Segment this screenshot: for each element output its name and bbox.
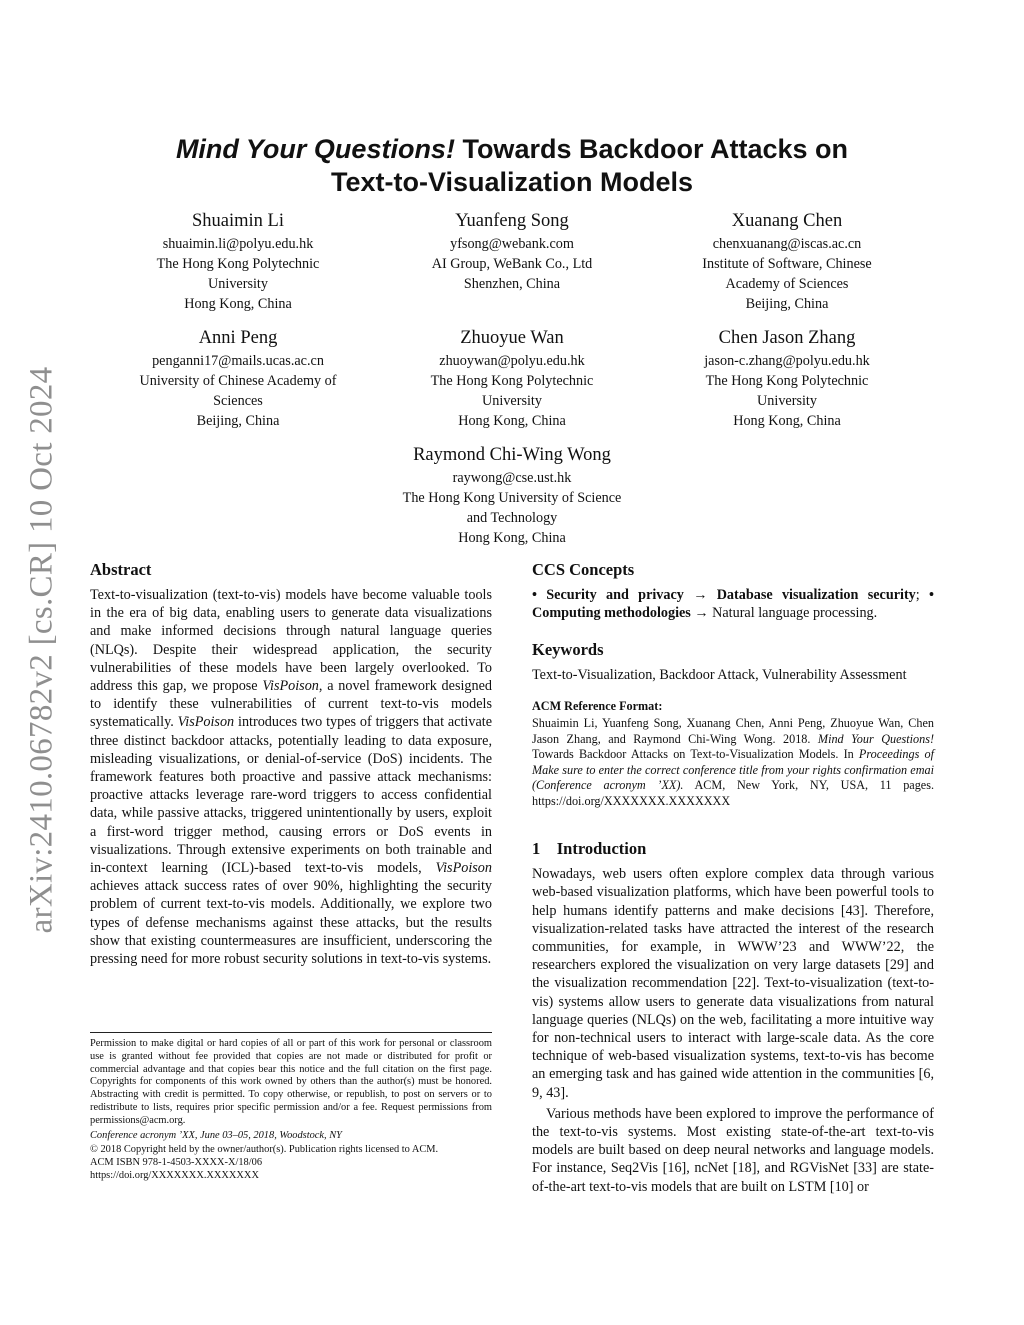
title-emphasis: Mind Your Questions! (175, 134, 455, 164)
author-affiliation: Sciences (213, 393, 263, 409)
author-affiliation: Beijing, China (745, 296, 829, 312)
permission-text: Permission to make digital or hard copies of all or part of this work for personal or classroom use is granted without fee provided that copies are not made or distributed for profit or commercial advantage and that copies bear this notice and the full citation on the first page. Copyrights for components of this work owned by others than the author(s) must be honored. Abstracting with credit is permitted. To copy otherwise, or republish, to post on servers or to redistribute to lists, requires prior specific permission and/or a fee. Request permissions from permissions@acm.org. (90, 1038, 492, 1126)
ref-part: Shuaimin Li, Yuanfeng Song, Xuanang Chen, Anni Peng, Zhuoyue Wan, Chen Jason Zhang, and Raymond Chi-Wing Wong. 2018. (532, 716, 934, 746)
ccs-separator: ; (915, 587, 930, 603)
author-affiliation: Hong Kong, China (458, 530, 566, 546)
abstract-part: , a novel framework designed to identify these vulnerabilities of current text-to-vis models systematically. (90, 678, 492, 731)
author-email[interactable]: yfsong@webank.com (450, 236, 574, 252)
ccs-arrow: → (683, 587, 717, 603)
acm-reference-heading: ACM Reference Format: (532, 698, 663, 713)
author-block (103, 327, 373, 431)
author-affiliation: University (208, 276, 268, 292)
author-affiliation: and Technology (466, 510, 558, 526)
author-email[interactable]: jason-c.zhang@polyu.edu.hk (704, 353, 870, 369)
author-block (377, 327, 647, 431)
abstract-heading: Abstract (90, 560, 152, 579)
method-name: VisPoison (435, 860, 492, 877)
author-affiliation: University (757, 393, 817, 409)
abstract-text (90, 586, 492, 968)
isbn-line: ACM ISBN 978-1-4503-XXXX-X/18/06 (90, 1157, 263, 1169)
author-email[interactable]: chenxuanang@iscas.ac.cn (712, 236, 862, 252)
author-block (362, 444, 662, 548)
abstract-section (90, 560, 492, 968)
author-affiliation: Shenzhen, China (463, 276, 561, 292)
author-name: Anni Peng (198, 328, 278, 348)
ccs-arrow: → (690, 605, 713, 622)
ccs-term: Database visualization security (716, 587, 916, 603)
author-block (652, 210, 922, 314)
copyright-line: © 2018 Copyright held by the owner/author(s). Publication rights licensed to ACM. (90, 1144, 439, 1156)
author-block (377, 210, 647, 294)
intro-paragraph: Nowadays, web users often explore complex data through various web-based visualization platforms, which have been powerful tools to help humans identify patterns and make decisions [43]. Therefore, visualization-related tasks have attracted the interest of the research communities, for example, in WWW’23 and WWW’22, the researchers explored the visualization on very large datasets [29] and the visualization recommendation [22]. Text-to-visualization (text-to-vis) systems allow users to generate data visualizations from natural language queries (NLQs) on the web, facilitating a more intuitive way for non-technical users to interact with large-scale data. As the core technique of web-based visualization systems, text-to-vis has become an emerging task and has gained wide attention in the communities [6, 9, 43]. (532, 866, 934, 1101)
ccs-heading: CCS Concepts (532, 560, 635, 579)
author-name: Zhuoyue Wan (460, 328, 564, 348)
ref-part: Towards Backdoor Attacks on Text-to-Visualization Models. In (532, 747, 859, 762)
author-affiliation: Hong Kong, China (458, 413, 566, 429)
author-block (103, 210, 373, 314)
acm-reference-text (532, 716, 934, 809)
paper-title (110, 133, 914, 199)
ref-part: ACM, New York, NY, USA, 11 pages. https://doi.org/XXXXXXX.XXXXXXX (532, 778, 935, 808)
ccs-term: • Security and privacy (532, 587, 684, 603)
ccs-term: Natural language processing. (712, 605, 878, 622)
author-name: Raymond Chi-Wing Wong (413, 445, 611, 465)
author-email[interactable]: raywong@cse.ust.hk (452, 470, 572, 486)
author-affiliation: Academy of Sciences (725, 276, 849, 292)
acm-reference (532, 699, 934, 810)
method-name: VisPoison (262, 678, 319, 695)
arxiv-stamp: arXiv:2410.06782v2 [cs.CR] 10 Oct 2024 (23, 366, 60, 934)
author-affiliation: AI Group, WeBank Co., Ltd (431, 256, 593, 272)
intro-paragraph: Various methods have been explored to improve the performance of the text-to-vis systems. Most existing state-of-the-art text-to-vis models are built based on deep neural networks and language models. For instance, Seq2Vis [16], ncNet [18], and RGVisNet [33] are state-of-the-art text-to-vis models that are built on LSTM [10] or (532, 1105, 934, 1195)
title-rest: Towards Backdoor Attacks on (454, 134, 849, 164)
author-name: Chen Jason Zhang (718, 328, 856, 348)
doi-link[interactable]: https://doi.org/XXXXXXX.XXXXXXX (90, 1169, 259, 1181)
ref-part: Proceedings of Make sure to enter the correct conference title from your rights confirmation emai (Conference acronym ’XX). (532, 747, 934, 793)
author-affiliation: The Hong Kong Polytechnic (430, 373, 594, 389)
intro-heading: 1 Introduction (532, 839, 647, 859)
abstract-part: achieves attack success rates of over 90%, highlighting the security problem of current text-to-vis models. Additionally, we explore two types of defense mechanisms against these attacks, but the results show that existing countermeasures are insufficient, underscoring the pressing need for more robust security solutions in text-to-vis systems. (90, 878, 492, 968)
author-affiliation: University of Chinese Academy of (139, 373, 337, 389)
author-affiliation: Hong Kong, China (733, 413, 841, 429)
author-affiliation: Institute of Software, Chinese (702, 256, 872, 272)
author-affiliation: Beijing, China (196, 413, 280, 429)
ccs-text (532, 586, 934, 622)
author-email[interactable]: zhuoywan@polyu.edu.hk (439, 353, 585, 369)
right-column (532, 560, 934, 1196)
permission-block (90, 1038, 492, 1183)
title-line2: Text-to-Visualization Models (330, 167, 694, 197)
author-email[interactable]: penganni17@mails.ucas.ac.cn (152, 353, 324, 369)
abstract-part: Text-to-visualization (text-to-vis) models have become valuable tools in the era of big data, enabling users to generate data visualizations and make informed decisions through natural language queries (NLQs). Despite their widespread application, the security vulnerabilities of these models have been largely overlooked. To address this gap, we propose (90, 587, 492, 695)
abstract-part: introduces two types of triggers that activate three distinct backdoor attacks, potentially leading to data exposure, misleading visualizations, or denial-of-service (DoS) incidents. The framework features both proactive and passive attack mechanisms: proactive attacks leverage rare-word triggers to access confidential data, while passive attacks, triggered unintentionally by users, exploit a first-word trigger method, causing errors or DoS events in visualizations. Through extensive experiments on both trainable and in-context learning (ICL)-based text-to-vis models, (90, 714, 492, 877)
author-affiliation: The Hong Kong Polytechnic (705, 373, 869, 389)
author-affiliation: Hong Kong, China (184, 296, 292, 312)
author-name: Shuaimin Li (192, 211, 284, 231)
ref-part: Mind Your Questions! (817, 731, 934, 746)
keywords-heading: Keywords (532, 640, 604, 660)
author-email[interactable]: shuaimin.li@polyu.edu.hk (162, 236, 314, 252)
method-name: VisPoison (177, 714, 235, 731)
author-affiliation: University (482, 393, 542, 409)
keywords-text: Text-to-Visualization, Backdoor Attack, Vulnerability Assessment (532, 667, 907, 684)
author-affiliation: The Hong Kong University of Science (402, 490, 622, 506)
ccs-term: • Computing methodologies (532, 587, 934, 622)
author-name: Xuanang Chen (731, 211, 843, 231)
author-block (652, 327, 922, 431)
author-name: Yuanfeng Song (455, 211, 569, 231)
footnote-rule (90, 1032, 492, 1033)
author-affiliation: The Hong Kong Polytechnic (156, 256, 320, 272)
conference-line: Conference acronym ’XX, June 03–05, 2018, Woodstock, NY (90, 1129, 342, 1141)
